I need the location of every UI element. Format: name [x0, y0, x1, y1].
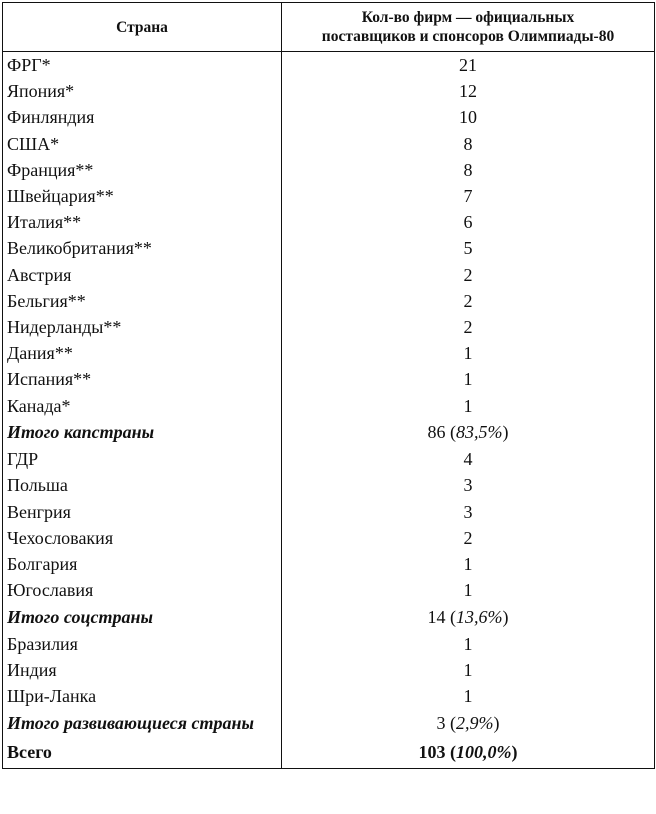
firm-count: 86: [427, 422, 446, 443]
firm-count-cell: [282, 104, 655, 130]
firm-count-cell: [282, 262, 655, 288]
country-name: Индия: [3, 657, 282, 683]
firm-count: 14: [427, 607, 446, 627]
country-name: Великобритания**: [3, 235, 282, 261]
firm-count-cell: [282, 183, 655, 209]
total-row: [3, 737, 655, 769]
table-row: [3, 577, 655, 603]
country-name: Япония*: [3, 78, 282, 104]
firm-count: 2: [463, 264, 473, 285]
table-row: [3, 446, 655, 472]
table-row: [3, 631, 655, 657]
firm-count-cell: [282, 78, 655, 104]
firm-count: 8: [463, 133, 473, 154]
firm-count: 1: [463, 343, 473, 364]
firm-count-cell: [282, 392, 655, 418]
country-name: ФРГ*: [3, 52, 282, 79]
firm-count-cell: [282, 525, 655, 551]
firm-count: 8: [463, 159, 473, 180]
firm-count-cell: [282, 657, 655, 683]
firm-count: 1: [463, 553, 473, 574]
firms-table: [2, 2, 655, 769]
table-row: [3, 657, 655, 683]
firm-count-cell: [282, 157, 655, 183]
firm-count: 1: [463, 580, 473, 601]
header-count-line2: поставщиков и спонсоров Олимпиады-80: [321, 28, 615, 45]
firm-count: 1: [463, 395, 473, 416]
table-row: [3, 262, 655, 288]
country-name: Итого развивающиеся страны: [3, 709, 282, 737]
firm-count-cell: [282, 499, 655, 525]
firm-count: 10: [459, 107, 477, 128]
table-row: [3, 104, 655, 130]
country-name: США*: [3, 131, 282, 157]
country-name: Итого соцстраны: [3, 603, 282, 631]
country-name: Дания**: [3, 340, 282, 366]
table-row: [3, 52, 655, 79]
table-header-row: [3, 3, 655, 52]
subtotal-row: [3, 419, 655, 447]
firm-count: 1: [463, 660, 473, 681]
firm-count: 1: [463, 369, 473, 390]
firm-count: 4: [463, 449, 473, 470]
firm-count-cell: [282, 366, 655, 392]
country-name: Чехословакия: [3, 525, 282, 551]
header-count: [282, 3, 655, 52]
firm-count-cell: [282, 131, 655, 157]
firm-count-cell: [282, 314, 655, 340]
country-name: Канада*: [3, 392, 282, 418]
table-row: [3, 157, 655, 183]
firm-count-cell: 103 (100,0%): [282, 737, 655, 769]
table-row: [3, 472, 655, 498]
table-row: [3, 235, 655, 261]
country-name: Югославия: [3, 577, 282, 603]
table-row: [3, 314, 655, 340]
firm-count-cell: [282, 209, 655, 235]
table-row: [3, 392, 655, 418]
table-row: [3, 183, 655, 209]
share-percent: 100,0%: [456, 742, 512, 763]
firm-count-cell: [282, 446, 655, 472]
firm-count-cell: [282, 235, 655, 261]
country-name: Итого капстраны: [3, 419, 282, 447]
table-row: [3, 525, 655, 551]
table-row: [3, 209, 655, 235]
country-name: Нидерланды**: [3, 314, 282, 340]
country-name: Польша: [3, 472, 282, 498]
firm-count-cell: 3 (2,9%): [282, 709, 655, 737]
country-name: ГДР: [3, 446, 282, 472]
firm-count: 1: [463, 686, 473, 707]
country-name: Болгария: [3, 551, 282, 577]
firm-count: 3: [436, 713, 446, 734]
firm-count: 12: [459, 81, 477, 102]
table-row: [3, 499, 655, 525]
firm-count: 21: [459, 55, 477, 76]
firm-count-cell: [282, 683, 655, 709]
firm-count: 5: [463, 238, 473, 259]
firm-count-cell: [282, 340, 655, 366]
firm-count: 6: [463, 212, 473, 233]
firm-count: 3: [463, 501, 473, 522]
country-name: Финляндия: [3, 104, 282, 130]
subtotal-row: [3, 603, 655, 631]
country-name: Австрия: [3, 262, 282, 288]
table-row: [3, 78, 655, 104]
table-row: [3, 551, 655, 577]
table-row: [3, 340, 655, 366]
share-percent: 2,9%: [456, 713, 494, 734]
firm-count: 3: [463, 475, 473, 496]
country-name: Бразилия: [3, 631, 282, 657]
firm-count: 1: [463, 633, 473, 654]
firm-count: 7: [463, 186, 473, 207]
firm-count: 103: [418, 742, 446, 763]
country-name: Италия**: [3, 209, 282, 235]
country-name: Бельгия**: [3, 288, 282, 314]
country-name: Всего: [3, 737, 282, 769]
table-body: [3, 52, 655, 769]
table-row: [3, 288, 655, 314]
header-country: Страна: [3, 3, 282, 52]
country-name: Шри-Ланка: [3, 683, 282, 709]
firm-count-cell: [282, 52, 655, 79]
country-name: Испания**: [3, 366, 282, 392]
firm-count-cell: [282, 577, 655, 603]
country-name: Швейцария**: [3, 183, 282, 209]
firm-count-cell: [282, 472, 655, 498]
header-count-line1: Кол-во фирм — официальных: [361, 9, 575, 26]
table-row: [3, 683, 655, 709]
table-row: [3, 131, 655, 157]
table-row: [3, 366, 655, 392]
share-percent: 83,5%: [456, 422, 503, 443]
share-percent: 13,6%: [456, 607, 503, 627]
firm-count-cell: [282, 551, 655, 577]
firm-count: 2: [463, 290, 473, 311]
country-name: Венгрия: [3, 499, 282, 525]
country-name: Франция**: [3, 157, 282, 183]
firm-count-cell: 14 (13,6%): [282, 603, 655, 631]
firm-count: 2: [463, 527, 473, 548]
firm-count-cell: [282, 631, 655, 657]
firm-count-cell: [282, 288, 655, 314]
firm-count: 2: [463, 316, 473, 337]
firm-count-cell: 86 (83,5%): [282, 419, 655, 447]
subtotal-row: [3, 709, 655, 737]
